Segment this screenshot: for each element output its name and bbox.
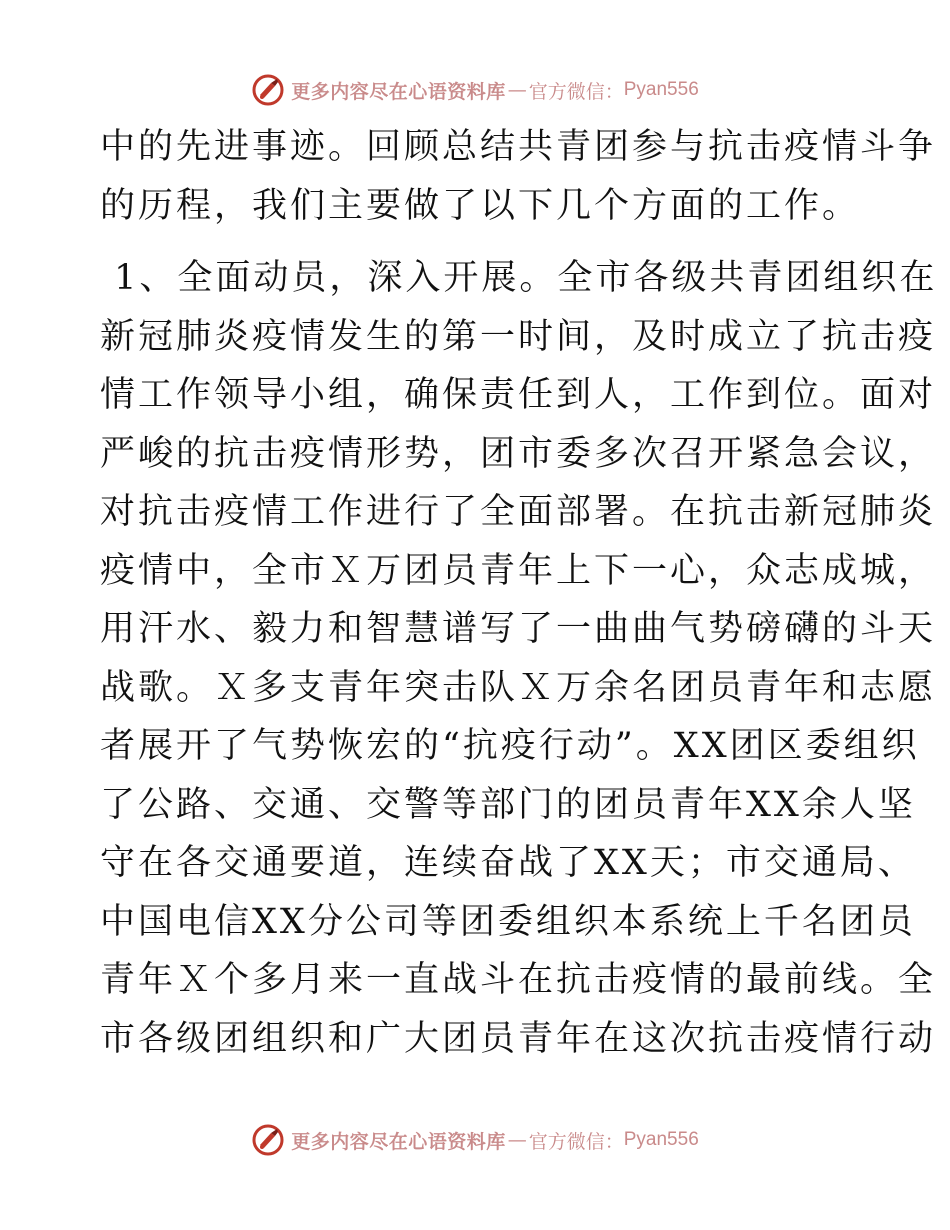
paragraph-gap: [100, 235, 860, 249]
text-line: 市各级团组织和广大团员青年在这次抗击疫情行动: [100, 1018, 937, 1059]
text-line: 新冠肺炎疫情发生的第一时间，及时成立了抗击疫: [100, 316, 937, 357]
text-line: 严峻的抗击疫情形势，团市委多次召开紧急会议，: [100, 433, 937, 474]
text-line: 中的先进事迹。回顾总结共青团参与抗击疫情斗争: [100, 127, 937, 167]
paragraph-1: [100, 118, 937, 235]
text-line: 的历程，我们主要做了以下几个方面的工作。: [100, 185, 861, 226]
brand-text: 更多内容尽在心语资料库: [291, 1130, 506, 1153]
text-line: 了公路、交通、交警等部门的团员青年XX余人坚: [100, 784, 916, 825]
text-line: 1、全面动员，深入开展。全市各级共青团组织在: [100, 258, 938, 298]
footer-watermark: [0, 1120, 950, 1160]
wechat-label: 官方微信：: [528, 1130, 624, 1153]
separator-text: —: [507, 1129, 527, 1151]
text-line: 疫情中，全市Ｘ万团员青年上下一心，众志成城，: [100, 550, 937, 591]
brand-logo-icon: [251, 1123, 285, 1157]
wechat-id: Pyan556: [623, 79, 699, 100]
text-line: 中国电信XX分公司等团委组织本系统上千名团员: [100, 901, 916, 942]
text-line: 情工作领导小组，确保责任到人，工作到位。面对: [100, 375, 937, 415]
header-watermark: [0, 70, 950, 110]
text-line: 守在各交通要道，连续奋战了XX天；市交通局、: [100, 843, 916, 883]
document-body: [100, 118, 938, 1068]
text-line: 青年Ｘ个多月来一直战斗在抗击疫情的最前线。全: [100, 960, 937, 1000]
text-line: 用汗水、毅力和智慧谱写了一曲曲气势磅礴的斗天: [100, 609, 937, 649]
wechat-label: 官方微信：: [528, 80, 624, 103]
brand-logo-icon: [251, 73, 285, 107]
text-line: 战歌。Ｘ多支青年突击队Ｘ万余名团员青年和志愿: [100, 667, 937, 708]
wechat-id: Pyan556: [623, 1129, 699, 1150]
text-line: 者展开了气势恢宏的“抗疫行动”。XX团区委组织: [100, 726, 920, 766]
paragraph-2: [100, 249, 938, 1068]
brand-text: 更多内容尽在心语资料库: [291, 80, 506, 103]
text-line: 对抗击疫情工作进行了全面部署。在抗击新冠肺炎: [100, 492, 937, 532]
separator-text: —: [507, 79, 527, 101]
